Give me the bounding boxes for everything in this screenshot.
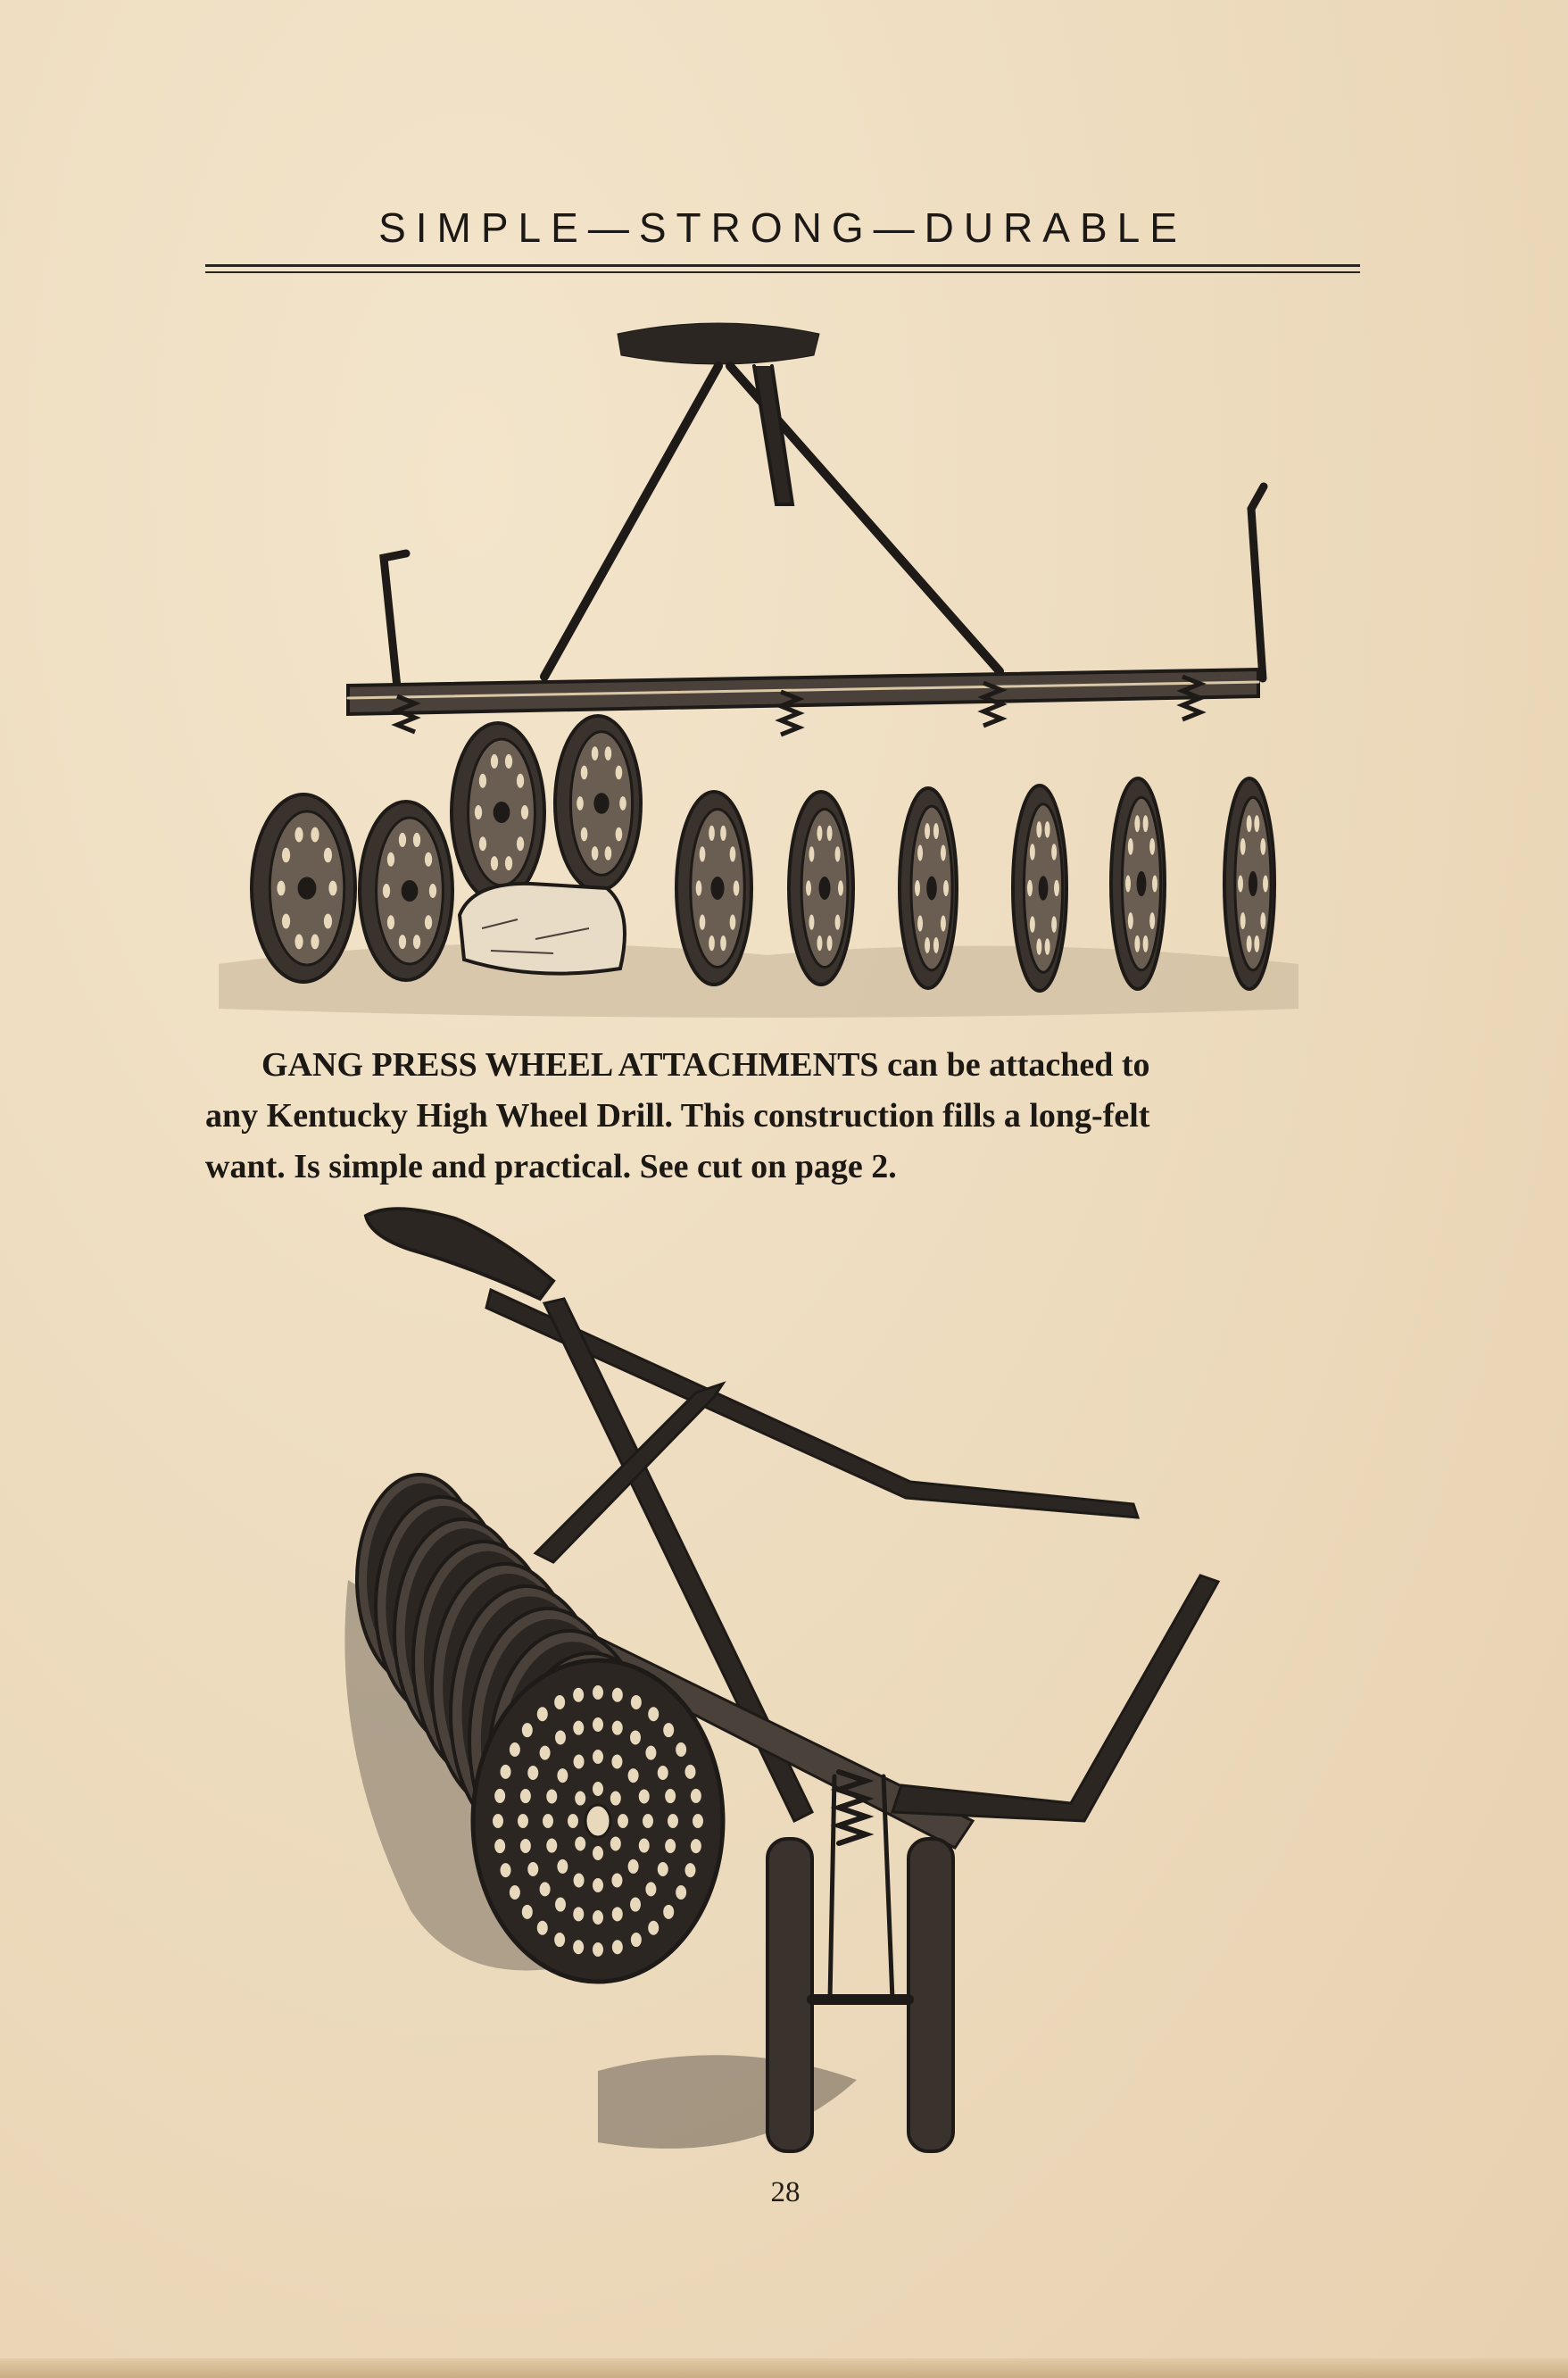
press-wheel: [555, 716, 641, 891]
press-wheel: [1013, 786, 1066, 991]
header-rule-top: [205, 264, 1360, 267]
page-number: 28: [770, 2176, 801, 2208]
press-wheels-front: [252, 716, 1274, 991]
caption-line1-rest: can be attached to: [878, 1046, 1150, 1084]
caption-line2: any Kentucky High Wheel Drill. This construction fills a long-felt: [205, 1097, 1150, 1135]
press-wheel: [252, 794, 355, 982]
caption-lead: GANG PRESS WHEEL ATTACHMENTS: [261, 1046, 879, 1084]
press-wheel: [452, 723, 544, 902]
caption-line3: want. Is simple and practical. See cut on page 2.: [205, 1148, 897, 1185]
press-wheel: [1224, 778, 1274, 989]
page-bottom-edge: [0, 2358, 1568, 2378]
illustration-caption: [205, 1040, 1383, 1193]
press-wheel: [360, 802, 452, 980]
header-rule-bottom: [205, 271, 1360, 273]
press-wheel: [789, 792, 853, 985]
press-disc-front: [473, 1660, 723, 1982]
press-wheel: [676, 792, 751, 985]
press-wheel: [900, 788, 957, 988]
page-header-title: SIMPLE—STRONG—DURABLE: [378, 204, 1187, 251]
press-wheel: [1111, 778, 1165, 989]
gang-press-wheel-illustration-front: [214, 303, 1321, 1018]
gang-press-wheel-illustration-side: [330, 1196, 1267, 2196]
